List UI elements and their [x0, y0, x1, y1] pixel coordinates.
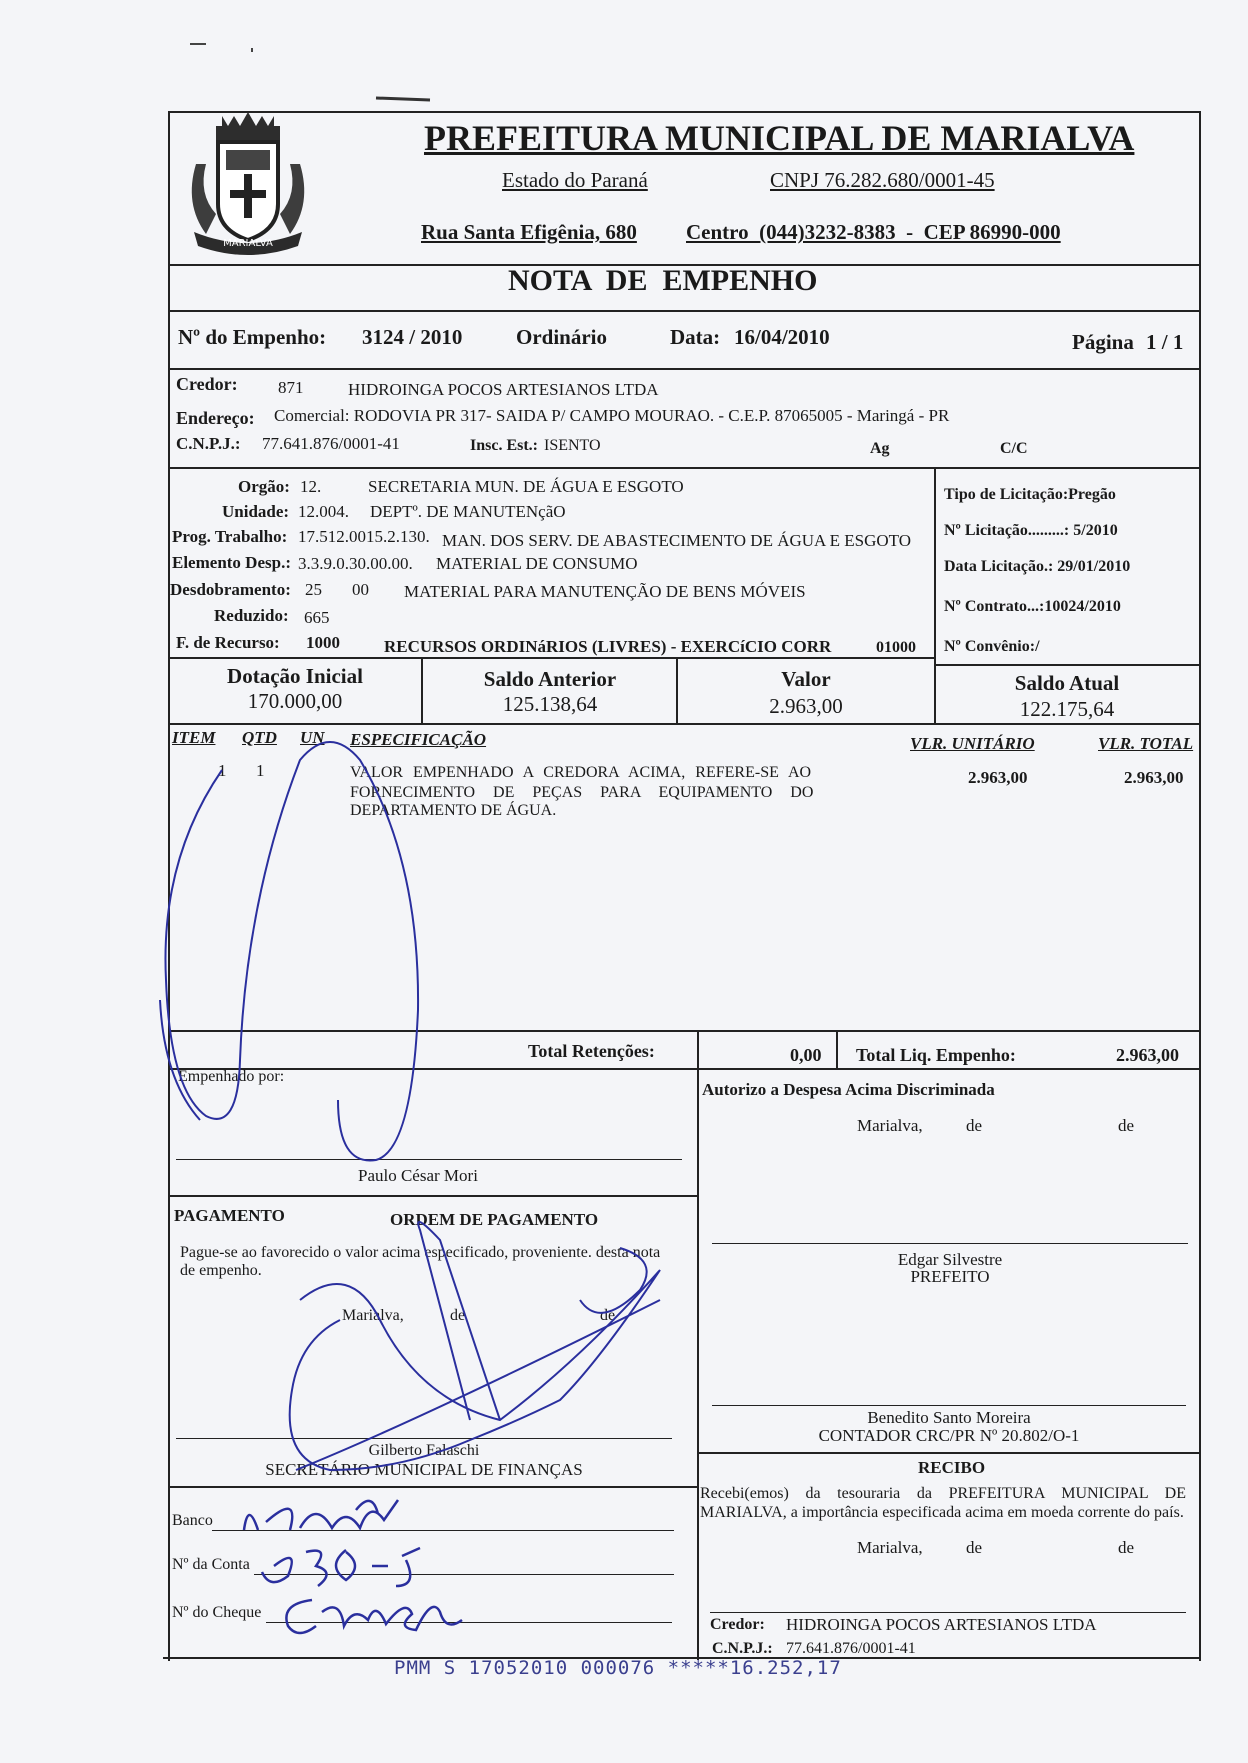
endereco-label: Endereço: [176, 408, 255, 428]
col-especificacao: ESPECIFICAÇÃO [350, 730, 487, 749]
contador-title: CONTADOR CRC/PR Nº 20.802/O-1 [818, 1426, 1080, 1445]
credor-label: Credor: [176, 374, 238, 394]
divider [168, 1068, 1201, 1070]
divider [176, 1438, 672, 1439]
coat-of-arms-logo [176, 104, 320, 260]
col-valor-total: VLR. TOTAL [1098, 734, 1194, 753]
item-total-value: 2.963,00 [1124, 768, 1184, 787]
frame-top [168, 111, 1201, 113]
unidade-code: 12.004. [298, 502, 349, 521]
elemento-code: 3.3.9.0.30.00.00. [298, 554, 413, 573]
recibo-credor-name: HIDROINGA POCOS ARTESIANOS LTDA [786, 1615, 1097, 1634]
recibo-credor-label: Credor: [710, 1616, 765, 1633]
divider [168, 1486, 697, 1488]
empenho-date-label: Data: [670, 325, 721, 349]
pagamento-city: Marialva, [342, 1307, 404, 1324]
valor-value: 2.963,00 [769, 694, 843, 718]
divider [168, 310, 1201, 312]
empenho-type: Ordinário [516, 325, 608, 349]
unidade-label: Unidade: [222, 502, 290, 521]
pagamento-de1: de [450, 1307, 466, 1324]
recibo-text: Recebi(emos) da tesouraria da PREFEITURA MUNICIPAL DE MARIALVA, a importância especificada acima em moeda corrente do país. [700, 1485, 1186, 1521]
pagamento-text: Pague-se ao favorecido o valor acima especificado, proveniente. desta nota de empenho. [180, 1244, 661, 1279]
divider [168, 723, 1201, 725]
divider [168, 368, 1201, 370]
divider [421, 657, 423, 724]
dotacao-label: Dotação Inicial [227, 664, 363, 688]
recibo-city: Marialva, [857, 1538, 923, 1557]
cnpj-label: C.N.P.J.: [176, 434, 241, 453]
autorizo-de2: de [1118, 1116, 1135, 1135]
divider [697, 1452, 1201, 1454]
endereco-value: Comercial: RODOVIA PR 317- SAIDA P/ CAMPO MOURAO. - C.E.P. 87065005 - Maringá - PR [274, 406, 950, 425]
cnpj-header: CNPJ 76.282.680/0001-45 [770, 168, 995, 192]
document-title: NOTA DE EMPENHO [508, 264, 818, 297]
payment-stamp: PMM S 17052010 000076 *****16.252,17 [394, 1657, 842, 1679]
recibo-de1: de [966, 1538, 983, 1557]
cc-label: C/C [1000, 440, 1028, 457]
col-qtd: QTD [242, 728, 277, 747]
recibo-label: RECIBO [918, 1458, 986, 1477]
recibo-cnpj-label: C.N.P.J.: [712, 1640, 773, 1657]
credor-name: HIDROINGA POCOS ARTESIANOS LTDA [348, 380, 659, 399]
empenho-number: 3124 / 2010 [362, 325, 463, 349]
elemento-name: MATERIAL DE CONSUMO [436, 554, 638, 573]
divider [254, 1574, 674, 1575]
ordem-pagamento-label: ORDEM DE PAGAMENTO [390, 1210, 599, 1229]
retencoes-value: 0,00 [790, 1045, 822, 1065]
state-label: Estado do Paraná [502, 168, 648, 192]
desdobramento-label: Desdobramento: [170, 580, 291, 599]
prefeito-title: PREFEITO [910, 1267, 990, 1286]
tipo-licitacao: Tipo de Licitação:Pregão [944, 486, 1116, 503]
divider [697, 1030, 699, 1068]
divider [176, 1159, 682, 1160]
saldo-atual-label: Saldo Atual [1014, 671, 1120, 695]
empenhado-name: Paulo César Mori [358, 1166, 478, 1185]
recurso-name: RECURSOS ORDINáRIOS (LIVRES) - EXERCíCIO CORR [384, 637, 832, 656]
divider [712, 1405, 1186, 1406]
divider [266, 1622, 672, 1623]
divider [212, 1530, 674, 1531]
prog-label: Prog. Trabalho: [172, 527, 288, 546]
divider [168, 657, 934, 659]
recurso-label: F. de Recurso: [176, 633, 280, 652]
autorizo-city: Marialva, [857, 1116, 923, 1135]
divider [168, 1030, 1201, 1032]
insc-label: Insc. Est.: [470, 437, 539, 454]
cnpj-value: 77.641.876/0001-41 [262, 434, 400, 453]
orgao-code: 12. [300, 477, 322, 496]
desdobramento-name: MATERIAL PARA MANUTENÇÃO DE BENS MÓVEIS [404, 582, 806, 601]
municipality-title: PREFEITURA MUNICIPAL DE MARIALVA [424, 118, 1135, 158]
banco-label: Banco [172, 1512, 213, 1529]
recibo-de2: de [1118, 1538, 1135, 1557]
saldo-anterior-label: Saldo Anterior [483, 667, 617, 691]
credor-code: 871 [278, 378, 304, 397]
divider [697, 1068, 699, 1660]
empenhado-label: Empenhado por: [178, 1068, 285, 1085]
elemento-label: Elemento Desp.: [172, 553, 291, 572]
pagamento-label: PAGAMENTO [174, 1206, 285, 1225]
frame-right [1199, 111, 1201, 1661]
page-number: 1 / 1 [1146, 330, 1184, 354]
orgao-name: SECRETARIA MUN. DE ÁGUA E ESGOTO [368, 477, 684, 496]
item-spec-line1: VALOR EMPENHADO A CREDORA ACIMA, REFERE-SE AO [350, 764, 812, 781]
prefeito-name: Edgar Silvestre [897, 1250, 1003, 1269]
liquido-value: 2.963,00 [1116, 1045, 1179, 1065]
numero-convenio: Nº Convênio:/ [944, 638, 1040, 655]
divider [934, 664, 1201, 666]
autorizo-label: Autorizo a Despesa Acima Discriminada [702, 1080, 995, 1099]
empenho-number-label: Nº do Empenho: [178, 325, 327, 349]
numero-contrato: Nº Contrato...:10024/2010 [944, 598, 1121, 615]
recurso-number: 01000 [876, 639, 916, 656]
divider [836, 1030, 838, 1068]
reduzido-label: Reduzido: [214, 606, 289, 625]
numero-licitacao: Nº Licitação.........: 5/2010 [944, 522, 1118, 539]
desdobramento-sub: 00 [352, 580, 369, 599]
reduzido-value: 665 [304, 608, 330, 627]
col-valor-unitario: VLR. UNITÁRIO [910, 734, 1035, 753]
divider [168, 1195, 697, 1197]
divider [168, 467, 1201, 469]
item-spec-line2: FORNECIMENTO DE PEÇAS PARA EQUIPAMENTO DO [350, 784, 814, 801]
valor-label: Valor [781, 667, 831, 691]
prog-code: 17.512.0015.2.130. [298, 527, 430, 546]
item-unit-value: 2.963,00 [968, 768, 1028, 787]
desdobramento-code: 25 [305, 580, 322, 599]
empenho-date: 16/04/2010 [734, 325, 830, 349]
col-item: ITEM [172, 728, 216, 747]
prog-name: MAN. DOS SERV. DE ABASTECIMENTO DE ÁGUA E ESGOTO [442, 531, 912, 550]
divider [712, 1243, 1188, 1244]
saldo-anterior-value: 125.138,64 [502, 692, 598, 716]
frame-left [168, 111, 170, 1661]
col-un: UN [300, 728, 325, 747]
page-label: Página [1072, 330, 1134, 354]
autorizo-de1: de [966, 1116, 983, 1135]
insc-value: ISENTO [544, 437, 601, 454]
conta-label: Nº da Conta [172, 1556, 250, 1573]
item-number: 1 [218, 761, 227, 780]
unidade-name: DEPTº. DE MANUTENçãO [370, 502, 566, 521]
saldo-atual-value: 122.175,64 [1019, 697, 1115, 721]
contador-name: Benedito Santo Moreira [867, 1408, 1031, 1427]
recibo-cnpj-value: 77.641.876/0001-41 [786, 1640, 916, 1657]
address-header: Rua Santa Efigênia, 680 [421, 220, 637, 244]
cheque-label: Nº do Cheque [172, 1604, 262, 1621]
pagamento-de2: de [600, 1307, 616, 1324]
item-qtd: 1 [256, 761, 265, 780]
data-licitacao: Data Licitação.: 29/01/2010 [944, 558, 1131, 575]
divider [710, 1612, 1186, 1613]
district-phone-header: Centro (044)3232-8383 - CEP 86990-000 [686, 220, 1061, 244]
secretario-title: SECRETÁRIO MUNICIPAL DE FINANÇAS [265, 1460, 583, 1479]
ag-label: Ag [870, 440, 890, 457]
svg-text:MARIALVA: MARIALVA [223, 238, 273, 249]
liquido-label: Total Liq. Empenho: [856, 1045, 1016, 1065]
recurso-code: 1000 [306, 633, 340, 652]
dotacao-value: 170.000,00 [247, 689, 343, 713]
retencoes-label: Total Retenções: [528, 1041, 655, 1061]
orgao-label: Orgão: [238, 477, 290, 496]
item-spec-line3: DEPARTAMENTO DE ÁGUA. [350, 802, 557, 819]
secretario-name: Gilberto Falaschi [368, 1442, 480, 1459]
